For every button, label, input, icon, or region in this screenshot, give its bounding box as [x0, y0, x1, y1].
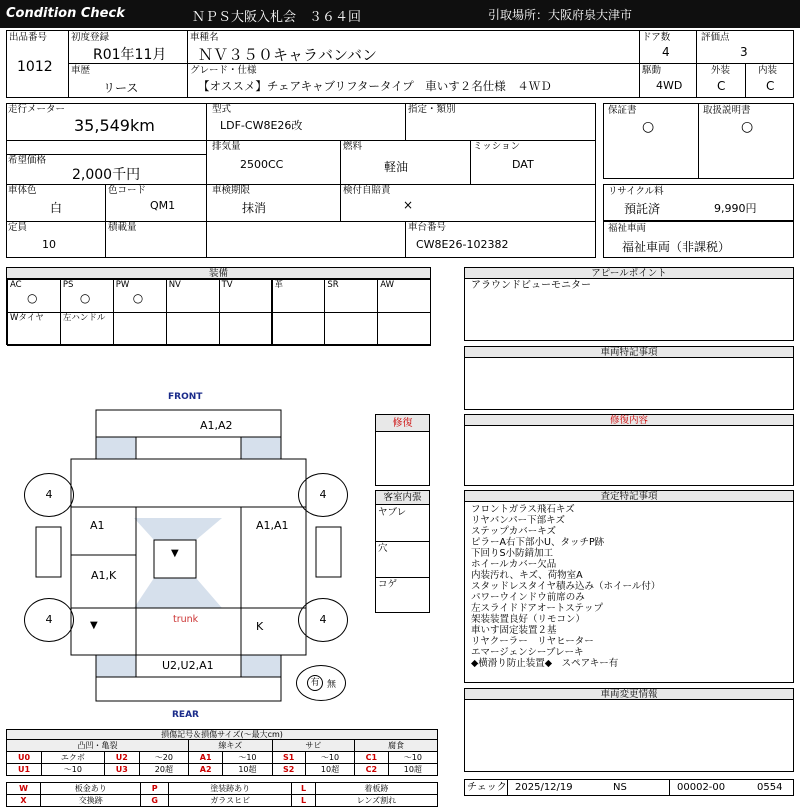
legend-desc: 10超: [223, 764, 272, 776]
body-color-label: 車体色: [8, 185, 37, 196]
model-code-label: 型式: [212, 104, 232, 115]
insurance-value: ×: [403, 198, 414, 212]
interior-value: C: [766, 79, 775, 93]
lot-number: 1012: [17, 59, 53, 75]
tire-rear-left: 4: [24, 598, 74, 642]
insurance-label: 検付自賠責: [343, 185, 391, 196]
displacement-value: 2500CC: [240, 158, 284, 171]
interior-damage-title: 客室内張: [376, 491, 429, 505]
legend-code: A1: [189, 752, 223, 764]
color-code-label: 色コード: [108, 185, 147, 196]
legend-desc: 〜10: [388, 752, 437, 764]
fuel-value: 軽油: [384, 160, 409, 174]
drive-value: 4WD: [656, 79, 683, 92]
legend-code: G: [141, 795, 169, 807]
assessment-line: ◆横滑り防止装置◆ スペアキー有: [471, 658, 619, 669]
assessment-lines: [471, 504, 660, 669]
inspection-value: 抹消: [242, 201, 267, 215]
footer-code2: 0554: [757, 782, 783, 793]
equipment-title: 装備: [7, 268, 430, 279]
equipment-key: PS: [62, 280, 74, 290]
legend-title: 損傷記号＆損傷サイズ(〜最大cm): [6, 729, 438, 739]
interior-hole-label: 穴: [378, 543, 388, 554]
trunk-label: trunk: [173, 614, 199, 625]
legend-code: C2: [355, 764, 389, 776]
legend-extra-table: [6, 782, 438, 807]
legend-desc: 10超: [305, 764, 354, 776]
legend-code: S2: [272, 764, 305, 776]
tire-front-left: 4: [24, 473, 74, 517]
first-reg-value: R01年11月: [93, 47, 167, 63]
mission-value: DAT: [512, 158, 534, 171]
legend-code: W: [7, 783, 41, 795]
damage-legend: [6, 729, 438, 807]
repair-content-panel: [464, 414, 794, 486]
zone-rear-left-mark: ▼: [90, 620, 98, 631]
doors-value: 4: [662, 45, 670, 59]
legend-code: L: [292, 783, 315, 795]
load-label: 積載量: [108, 222, 137, 233]
legend-desc: レンズ割れ: [315, 795, 437, 807]
change-panel: [464, 688, 794, 772]
equipment-key: 革: [274, 280, 284, 290]
doors-label: ドア数: [642, 32, 671, 43]
assessment-line: 下回りS小防錆加工: [471, 548, 554, 559]
chassis-label: 車台番号: [408, 222, 447, 233]
legend-desc: 20超: [139, 764, 188, 776]
equipment-key: TV: [221, 280, 233, 290]
assessment-line: スタッドレスタイヤ積み込み（ホイール付）: [471, 581, 661, 592]
equipment-key: NV: [168, 280, 181, 290]
rating-box: [696, 30, 794, 64]
equipment-key: SR: [327, 280, 339, 290]
zone-rear-right: K: [256, 620, 264, 633]
spare-no: 無: [327, 680, 337, 690]
legend-desc: 〜10: [223, 752, 272, 764]
assessment-line: 車いす固定装置２基: [471, 625, 557, 636]
legend-code: U2: [104, 752, 139, 764]
legend-code: U0: [7, 752, 42, 764]
designation-label: 指定・類別: [408, 104, 456, 115]
appeal-title: アピールポイント: [465, 268, 793, 279]
check-label: チェック: [467, 782, 507, 793]
assessment-line: ピラーA右下部小U、タッチP跡: [471, 537, 605, 548]
footer-code1: 00002-00: [677, 782, 726, 793]
legend-header: サビ: [272, 740, 355, 752]
warranty-value: ○: [642, 119, 655, 135]
equipment-key: 左ハンドル: [62, 313, 106, 323]
recycle-label: リサイクル料: [608, 186, 664, 197]
zone-front-top: A1,A2: [200, 419, 233, 432]
legend-code: S1: [272, 752, 305, 764]
appeal-text: アラウンドビューモニター: [471, 280, 591, 291]
spare-tire: [296, 665, 346, 701]
manual-label: 取扱説明書: [703, 105, 751, 116]
inspection-label: 車検期限: [212, 185, 251, 196]
legend-desc: 塗装跡あり: [168, 783, 291, 795]
equipment-key: PW: [115, 280, 130, 290]
welfare-box: [603, 221, 794, 258]
exterior-label: 外装: [711, 65, 731, 76]
tire-front-right: 4: [298, 473, 348, 517]
legend-code: U1: [7, 764, 42, 776]
legend-header: 腐食: [355, 740, 438, 752]
assessment-line: パワーウインドウ前席のみ: [471, 592, 585, 603]
repair-content-title: 修復内容: [465, 415, 793, 426]
interior-box: [745, 63, 794, 98]
welfare-label: 福祉車両: [608, 223, 647, 234]
zone-left-front: A1: [90, 519, 105, 532]
legend-code: X: [7, 795, 41, 807]
pickup-location: 引取場所：大阪府泉大津市: [488, 8, 633, 22]
chassis-value: CW8E26-102382: [416, 238, 509, 251]
assessment-line: 架装装置良好（リモコン）: [471, 614, 586, 625]
rating-label: 評価点: [701, 32, 730, 43]
price-label: 希望価格: [8, 155, 47, 166]
legend-desc: 板金あり: [40, 783, 141, 795]
interior-label: 内装: [758, 65, 778, 76]
welfare-value: 福祉車両（非課税）: [622, 240, 731, 254]
doors-box: [639, 30, 697, 64]
front-label: FRONT: [168, 392, 203, 402]
equipment-key: Wタイヤ: [10, 313, 44, 323]
model-name-label: 車種名: [190, 32, 219, 43]
manual-box: [698, 103, 794, 179]
legend-code: A2: [189, 764, 223, 776]
manual-value: ○: [741, 119, 754, 135]
equipment-key: AW: [380, 280, 395, 290]
legend-code: P: [141, 783, 169, 795]
repair-title: 修復: [376, 415, 429, 432]
legend-desc: 10超: [388, 764, 437, 776]
assessment-line: フロントガラス飛石キズ: [471, 504, 575, 515]
assessment-line: ステップカバーキズ: [471, 526, 557, 537]
legend-desc: 〜20: [139, 752, 188, 764]
zone-rear-bottom: U2,U2,A1: [162, 659, 214, 672]
assessment-line: 左スライドドアオートステップ: [471, 603, 604, 614]
legend-desc: ガラスヒビ: [168, 795, 291, 807]
tire-rear-right: 4: [298, 598, 348, 642]
fuel-label: 燃料: [343, 141, 363, 152]
auction-title: ＮＰＳ大阪入札会 ３６４回: [192, 10, 362, 25]
model-code-value: LDF-CW8E26改: [220, 119, 303, 132]
capacity-label: 定員: [8, 222, 28, 233]
price-value: 2,000千円: [72, 167, 141, 183]
change-title: 車両変更情報: [465, 689, 793, 700]
zone-left-mid: A1,K: [91, 569, 117, 582]
legend-desc: 交換跡: [40, 795, 141, 807]
grade-value: 【オススメ】チェアキャブリフタータイプ 車いす２名仕様 ４ＷＤ: [198, 79, 552, 93]
history-value: リース: [103, 81, 139, 95]
legend-desc: エクボ: [42, 752, 105, 764]
color-code-value: QM1: [150, 199, 176, 212]
exterior-value: C: [717, 79, 726, 93]
model-name-value: ＮＶ３５０キャラバンバン: [198, 46, 377, 64]
spare-yes: 有: [307, 675, 323, 691]
first-reg-label: 初度登録: [71, 32, 110, 43]
rear-label: REAR: [172, 710, 199, 720]
legend-code: L: [292, 795, 315, 807]
legend-code: U3: [104, 764, 139, 776]
displacement-label: 排気量: [212, 141, 241, 152]
assessment-line: リヤクーラー リヤヒーター: [471, 636, 594, 647]
footer-bar: [464, 779, 794, 796]
special-title: 車両特記事項: [465, 347, 793, 358]
legend-desc: 着板跡: [315, 783, 437, 795]
special-panel: [464, 346, 794, 410]
legend-desc: 〜10: [305, 752, 354, 764]
legend-code: C1: [355, 752, 389, 764]
recycle-box: [603, 184, 794, 221]
warranty-label: 保証書: [608, 105, 637, 116]
assessment-title: 査定特記事項: [465, 491, 793, 502]
condition-check-title: Condition Check: [6, 6, 125, 21]
body-color-value: 白: [50, 201, 63, 215]
appeal-panel: [464, 267, 794, 341]
assessment-panel: [464, 490, 794, 683]
recycle-status: 預託済: [624, 202, 661, 216]
rating-value: 3: [740, 45, 748, 59]
legend-table: [6, 739, 438, 776]
equipment-value: ○: [27, 291, 38, 305]
mission-label: ミッション: [473, 141, 521, 152]
equipment-value: ○: [79, 291, 91, 305]
mileage-value: 35,549km: [74, 116, 155, 135]
history-label: 車歴: [71, 65, 91, 76]
assessment-line: ホイールカバー欠品: [471, 559, 557, 570]
zone-right-front: A1,A1: [256, 519, 289, 532]
exterior-box: [696, 63, 746, 98]
legend-header: 線キズ: [189, 740, 273, 752]
mileage-label: 走行メーター: [8, 104, 66, 115]
grade-label: グレード・仕様: [190, 65, 257, 76]
legend-header: 凸凹・亀裂: [7, 740, 189, 752]
checker-initials: NS: [613, 782, 627, 793]
warranty-box: [603, 103, 699, 179]
assessment-line: 内装汚れ、キズ、荷物室A: [471, 570, 583, 581]
legend-desc: 〜10: [42, 764, 105, 776]
zone-center-mark: ▼: [171, 548, 179, 559]
assessment-line: リヤバンパー下部キズ: [471, 515, 565, 526]
assessment-line: エマージェンシーブレーキ: [471, 647, 584, 658]
interior-burn-label: コゲ: [378, 579, 398, 590]
check-date: 2025/12/19: [515, 782, 573, 793]
drive-label: 駆動: [642, 65, 662, 76]
lot-label: 出品番号: [9, 32, 48, 43]
equipment-key: AC: [10, 280, 22, 290]
drive-box: [639, 63, 697, 98]
recycle-amount: 9,990円: [714, 202, 757, 215]
interior-tear-label: ヤブレ: [378, 507, 407, 518]
equipment-value: ○: [132, 291, 144, 305]
capacity-value: 10: [42, 238, 56, 251]
